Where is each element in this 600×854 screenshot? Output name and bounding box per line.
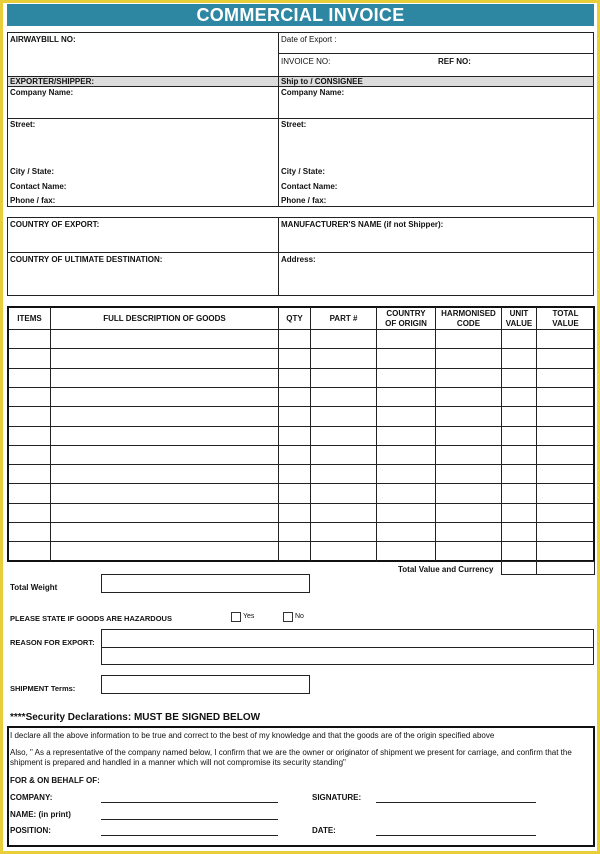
date-of-export-label: Date of Export : [281, 35, 337, 44]
consignee-phone-label: Phone / fax: [281, 196, 327, 205]
goods-table [7, 306, 595, 562]
divider [7, 252, 594, 253]
name-print-label: NAME: (in print) [10, 810, 71, 819]
divider [278, 32, 279, 77]
exporter-company-label: Company Name: [10, 88, 74, 97]
destination-label: COUNTRY OF ULTIMATE DESTINATION: [10, 255, 163, 264]
airwaybill-label: AIRWAYBILL NO: [10, 35, 76, 44]
declaration-line-1: I declare all the above information to be true and correct to the best of my knowledge and that the goods are of the origin specified above [10, 731, 495, 740]
divider [7, 86, 594, 87]
company-line[interactable] [101, 802, 278, 803]
country-of-export-label: COUNTRY OF EXPORT: [10, 220, 100, 229]
address-label: Address: [281, 255, 316, 264]
position-line[interactable] [101, 835, 278, 836]
table-row[interactable] [9, 387, 593, 388]
invoice-no-label: INVOICE NO: [281, 57, 331, 66]
declaration-box [7, 726, 595, 847]
name-line[interactable] [101, 819, 278, 820]
exporter-street-label: Street: [10, 120, 36, 129]
divider [278, 53, 594, 54]
signature-line[interactable] [376, 802, 536, 803]
signature-label: SIGNATURE: [312, 793, 362, 802]
col-header-country-of-origin: COUNTRY OF ORIGIN [385, 309, 427, 328]
date-line[interactable] [376, 835, 536, 836]
shipment-terms-field[interactable] [101, 675, 310, 694]
consignee-heading: Ship to / CONSIGNEE [281, 77, 363, 86]
divider [278, 217, 279, 296]
consignee-contact-label: Contact Name: [281, 182, 338, 191]
table-row[interactable] [9, 348, 593, 349]
on-behalf-label: FOR & ON BEHALF OF: [10, 776, 100, 785]
total-value-cell[interactable] [536, 561, 595, 575]
consignee-city-label: City / State: [281, 167, 326, 176]
table-row[interactable] [9, 406, 593, 407]
shipment-terms-label: SHIPMENT Terms: [10, 684, 76, 693]
table-row[interactable] [9, 368, 593, 369]
table-row[interactable] [9, 329, 593, 330]
table-row[interactable] [9, 464, 593, 465]
table-row[interactable] [9, 445, 593, 446]
table-row[interactable] [9, 522, 593, 523]
table-row[interactable] [9, 483, 593, 484]
table-row[interactable] [9, 426, 593, 427]
hazardous-no-checkbox[interactable] [283, 612, 293, 622]
table-row[interactable] [9, 503, 593, 504]
declaration-heading: ****Security Declarations: MUST BE SIGNED BELOW [10, 712, 261, 723]
date-label: DATE: [312, 826, 336, 835]
total-weight-field[interactable] [101, 574, 310, 593]
consignee-street-label: Street: [281, 120, 307, 129]
divider [7, 118, 594, 119]
total-unit-cell[interactable] [501, 561, 537, 575]
col-header-total-value: TOTAL VALUE [552, 309, 579, 328]
hazardous-label: PLEASE STATE IF GOODS ARE HAZARDOUS [10, 614, 172, 623]
company-label: COMPANY: [10, 793, 53, 802]
col-header-description: FULL DESCRIPTION OF GOODS [103, 314, 226, 323]
divider [278, 76, 279, 207]
hazardous-yes-label: Yes [243, 613, 255, 620]
hazardous-yes-checkbox[interactable] [231, 612, 241, 622]
page-title: COMMERCIAL INVOICE [7, 4, 594, 26]
ref-no-label: REF NO: [438, 57, 471, 66]
exporter-contact-label: Contact Name: [10, 182, 67, 191]
consignee-company-label: Company Name: [281, 88, 345, 97]
reason-for-export-label: REASON FOR EXPORT: [10, 638, 95, 647]
col-header-unit-value: UNIT VALUE [505, 309, 533, 328]
hazardous-no-label: No [295, 613, 304, 620]
col-header-qty: QTY [286, 314, 303, 323]
total-weight-label: Total Weight [10, 583, 58, 592]
col-header-part: PART # [329, 314, 358, 323]
col-header-items: ITEMS [17, 314, 42, 323]
exporter-heading: EXPORTER/SHIPPER: [10, 77, 95, 86]
position-label: POSITION: [10, 826, 51, 835]
exporter-city-label: City / State: [10, 167, 55, 176]
divider [101, 647, 594, 648]
table-row[interactable] [9, 541, 593, 542]
total-value-label: Total Value and Currency [398, 565, 494, 574]
col-header-harmonised-code: HARMONISED CODE [441, 309, 496, 328]
declaration-line-2: Also, " As a representative of the company named below, I confirm that we are the owner or originator of shipment we present for carriage, and confirm that the shipment is prepared and handled in a manner which will not compromise its security standing" [10, 748, 572, 767]
exporter-phone-label: Phone / fax: [10, 196, 56, 205]
manufacturer-label: MANUFACTURER'S NAME (if not Shipper): [281, 220, 444, 229]
